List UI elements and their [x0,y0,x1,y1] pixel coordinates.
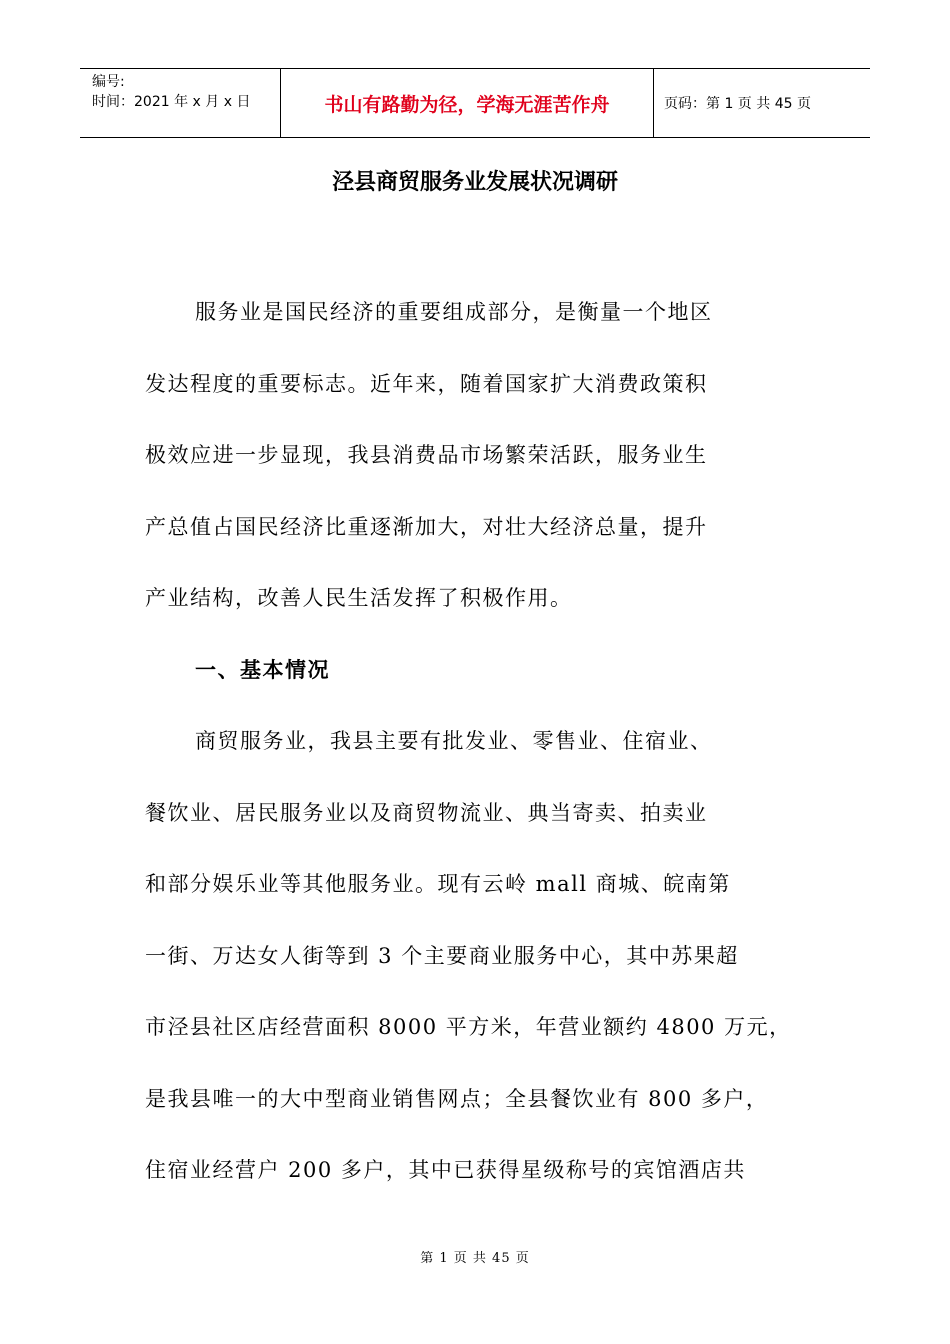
body-line: 市泾县社区店经营面积 8000 平方米，年营业额约 4800 万元， [145,1015,792,1039]
body-line: 服务业是国民经济的重要组成部分，是衡量一个地区 [195,300,713,324]
body-line: 商贸服务业，我县主要有批发业、零售业、住宿业、 [195,729,713,753]
time-label: 时间：2021 年 x 月 x 日 [92,94,251,110]
body-line: 餐饮业、居民服务业以及商贸物流业、典当寄卖、拍卖业 [145,800,708,825]
number-label: 编号: [92,74,125,90]
header-motto: 书山有路勤为径，学海无涯苦作舟 [324,93,610,116]
body-line: 极效应进一步显现，我县消费品市场繁荣活跃，服务业生 [145,443,708,467]
header-meta-cell [80,69,280,137]
body-line: 是我县唯一的大中型商业销售网点；全县餐饮业有 800 多户， [145,1086,769,1111]
document-body [145,292,825,1222]
body-line: 一街、万达女人街等到 3 个主要商业服务中心，其中苏果超 [145,943,739,968]
document-title: 泾县商贸服务业发展状况调研 [331,169,618,195]
body-line: 产业结构，改善人民生活发挥了积极作用。 [145,586,573,610]
header-table [80,68,870,138]
header-page-info: 页码：第 1 页 共 45 页 [664,96,811,112]
body-line: 和部分娱乐业等其他服务业。现有云岭 mall 商城、皖南第 [145,872,731,896]
body-line: 住宿业经营户 200 多户，其中已获得星级称号的宾馆酒店共 [145,1158,746,1182]
section-heading: 一、基本情况 [195,657,330,682]
body-line: 产总值占国民经济比重逐渐加大，对壮大经济总量，提升 [145,514,708,539]
page-footer: 第 1 页 共 45 页 [420,1251,530,1266]
body-line: 发达程度的重要标志。近年来，随着国家扩大消费政策积 [145,371,708,396]
